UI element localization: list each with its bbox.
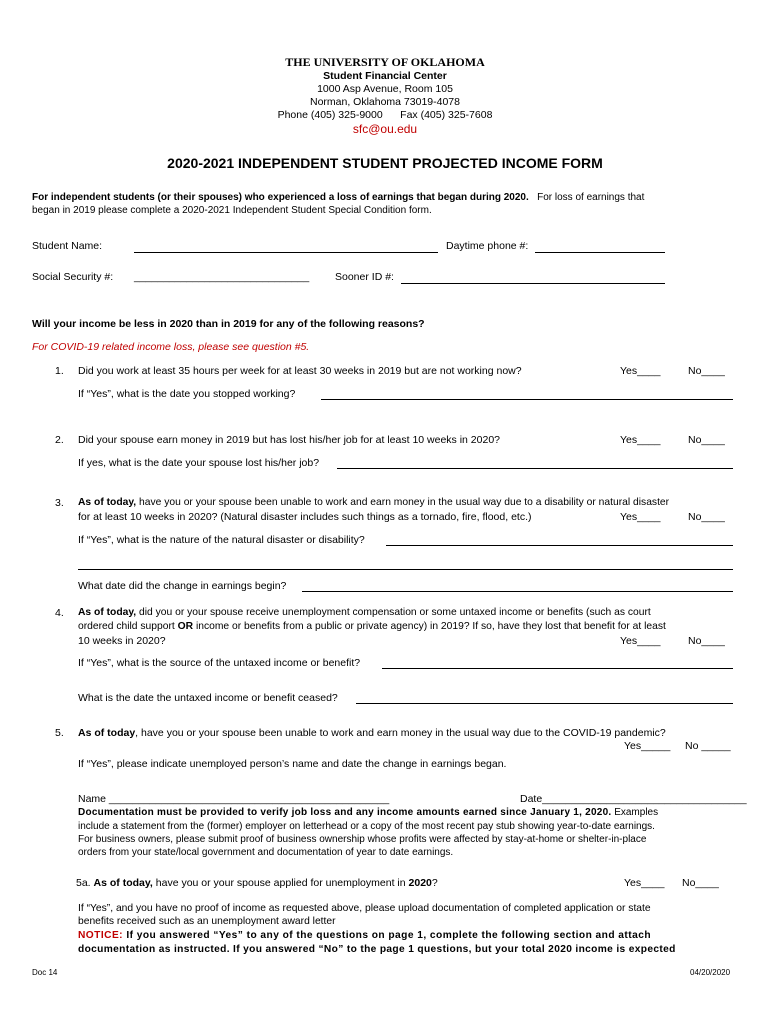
q4-follow-1-field[interactable]: [382, 668, 733, 669]
q4-yes[interactable]: Yes____: [620, 635, 661, 647]
email-link[interactable]: sfc@ou.edu: [352, 122, 418, 136]
q5a-qmark: ?: [431, 877, 438, 889]
q5-yes[interactable]: Yes_____: [624, 740, 671, 752]
q5a-as-of-today: As of today,: [93, 877, 153, 889]
student-name-label: Student Name:: [32, 240, 103, 252]
q5-doc-line-4: orders from your state/local government and documentation of year to date earnings.: [78, 847, 454, 858]
q3-follow-1-field-extra[interactable]: [78, 569, 733, 570]
q5-doc-rest: Examples: [614, 807, 659, 818]
q4-line-2b: income or benefits from a public or private agency) in 2019? If so, have they lost that benefit for at least: [195, 621, 666, 632]
q4-line-2: [78, 621, 666, 632]
q5-as-of-today: As of today: [78, 727, 136, 739]
q3-line-1-text: have you or your spouse been unable to work and earn money in the usual way due to a disability or natural disaster: [139, 497, 670, 508]
q2-no[interactable]: No____: [688, 434, 725, 446]
q5-doc-bold: Documentation must be provided to verify job loss and any income amounts earned since January 1, 2020.: [78, 807, 612, 818]
q1-text: Did you work at least 35 hours per week for at least 30 weeks in 2019 but are not working now?: [78, 365, 522, 377]
student-name-field[interactable]: [134, 252, 438, 253]
form-title: 2020-2021 INDEPENDENT STUDENT PROJECTED INCOME FORM: [167, 155, 603, 171]
q2-follow-field[interactable]: [337, 468, 733, 469]
q2-follow-label: If yes, what is the date your spouse lost his/her job?: [78, 457, 320, 469]
q4-follow-1-label: If “Yes”, what is the source of the untaxed income or benefit?: [78, 657, 361, 669]
q2-text: Did your spouse earn money in 2019 but has lost his/her job for at least 10 weeks in 2020?: [78, 434, 501, 446]
questions-heading: Will your income be less in 2020 than in 2019 for any of the following reasons?: [32, 318, 425, 330]
intro-rest-1: For loss of earnings that: [537, 192, 645, 203]
q5a-yes[interactable]: Yes____: [624, 877, 665, 889]
q4-follow-2-label: What is the date the untaxed income or benefit ceased?: [78, 692, 338, 704]
q3-follow-1-field[interactable]: [386, 545, 733, 546]
q5a-number: 5a.: [76, 877, 91, 889]
q4-or: OR: [177, 621, 194, 632]
q4-as-of-today: As of today,: [78, 607, 137, 618]
covid-note: For COVID-19 related income loss, please see question #5.: [32, 341, 310, 353]
q4-number: 4.: [55, 607, 64, 619]
q5-doc-line-3: For business owners, please submit proof of business ownership whose profits were affected by stay-at-home or shelter-in-place: [78, 834, 647, 845]
q1-follow-label: If “Yes”, what is the date you stopped working?: [78, 388, 296, 400]
q1-no[interactable]: No____: [688, 365, 725, 377]
q5a-year: 2020: [408, 877, 432, 889]
q5-number: 5.: [55, 727, 64, 739]
notice-label: NOTICE:: [78, 930, 124, 941]
ssn-label: Social Security #:: [32, 271, 114, 283]
q5-line-1-text: , have you or your spouse been unable to work and earn money in the usual way due to the COVID-19 pandemic?: [135, 727, 666, 739]
daytime-phone-label: Daytime phone #:: [446, 240, 529, 252]
sooner-id-label: Sooner ID #:: [335, 271, 394, 283]
q4-line-2a: ordered child support: [78, 621, 175, 632]
q1-yes[interactable]: Yes____: [620, 365, 661, 377]
ssn-field[interactable]: ______________________________: [134, 271, 310, 283]
q3-line-2: for at least 10 weeks in 2020? (Natural disaster includes such things as a tornado, fire, flood, etc.): [78, 511, 532, 523]
q3-follow-1-label: If “Yes”, what is the nature of the natural disaster or disability?: [78, 534, 365, 546]
q3-yes[interactable]: Yes____: [620, 511, 661, 523]
q5-doc-line-2: include a statement from the (former) employer on letterhead or a copy of the most recent pay stub showing year-to-date earnings.: [78, 821, 655, 832]
footer-doc-number: Doc 14: [32, 968, 58, 977]
q4-line-1-text: did you or your spouse receive unemployment compensation or some untaxed income or benefits (such as court: [139, 607, 651, 618]
q3-line-1: [78, 497, 669, 508]
daytime-phone-field[interactable]: [535, 252, 665, 253]
phone-fax: Phone (405) 325-9000 Fax (405) 325-7608: [277, 109, 493, 121]
q1-number: 1.: [55, 365, 64, 377]
notice-line-1: [78, 930, 651, 941]
notice-line-2: documentation as instructed. If you answered “No” to the page 1 questions, but your total 2020 income is expected: [78, 944, 676, 955]
q4-line-1: [78, 607, 651, 618]
q3-follow-2-label: What date did the change in earnings begin?: [78, 580, 287, 592]
university-name: THE UNIVERSITY OF OKLAHOMA: [285, 55, 485, 69]
q2-number: 2.: [55, 434, 64, 446]
q4-line-3: 10 weeks in 2020?: [78, 635, 166, 647]
address-line-1: 1000 Asp Avenue, Room 105: [317, 83, 453, 95]
intro-line-1: [32, 192, 644, 203]
q5a-follow-2: benefits received such as an unemployment award letter: [78, 916, 336, 927]
q5-doc-line-1: [78, 807, 658, 818]
q5-line-1: [78, 727, 666, 739]
sooner-id-field[interactable]: [401, 283, 665, 284]
q4-no[interactable]: No____: [688, 635, 725, 647]
q1-follow-field[interactable]: [321, 399, 733, 400]
intro-bold: For independent students (or their spouses) who experienced a loss of earnings that began during 2020.: [32, 192, 529, 203]
q3-no[interactable]: No____: [688, 511, 725, 523]
notice-text-1: If you answered “Yes” to any of the questions on page 1, complete the following section and attach: [126, 930, 651, 941]
q4-follow-2-field[interactable]: [356, 703, 733, 704]
q5a-line: [76, 877, 438, 889]
q5-no[interactable]: No _____: [685, 740, 731, 752]
intro-line-2: began in 2019 please complete a 2020-2021 Independent Student Special Condition form.: [32, 205, 432, 216]
q5a-follow-1: If “Yes”, and you have no proof of income as requested above, please upload documentation of completed application or state: [78, 903, 651, 914]
q2-yes[interactable]: Yes____: [620, 434, 661, 446]
q3-number: 3.: [55, 497, 64, 509]
q3-as-of-today: As of today,: [78, 497, 137, 508]
q5-name-field[interactable]: Name ________________________________________________: [78, 793, 390, 805]
q5-follow-label: If “Yes”, please indicate unemployed person’s name and date the change in earnings began.: [78, 758, 507, 770]
q5-date-field[interactable]: Date___________________________________: [520, 793, 747, 805]
address-line-2: Norman, Oklahoma 73019-4078: [309, 96, 460, 108]
q5a-text: have you or your spouse applied for unemployment in: [155, 877, 406, 889]
q3-follow-2-field[interactable]: [302, 591, 733, 592]
office-name: Student Financial Center: [323, 70, 447, 82]
q5a-no[interactable]: No____: [682, 877, 719, 889]
footer-date: 04/20/2020: [690, 968, 731, 977]
